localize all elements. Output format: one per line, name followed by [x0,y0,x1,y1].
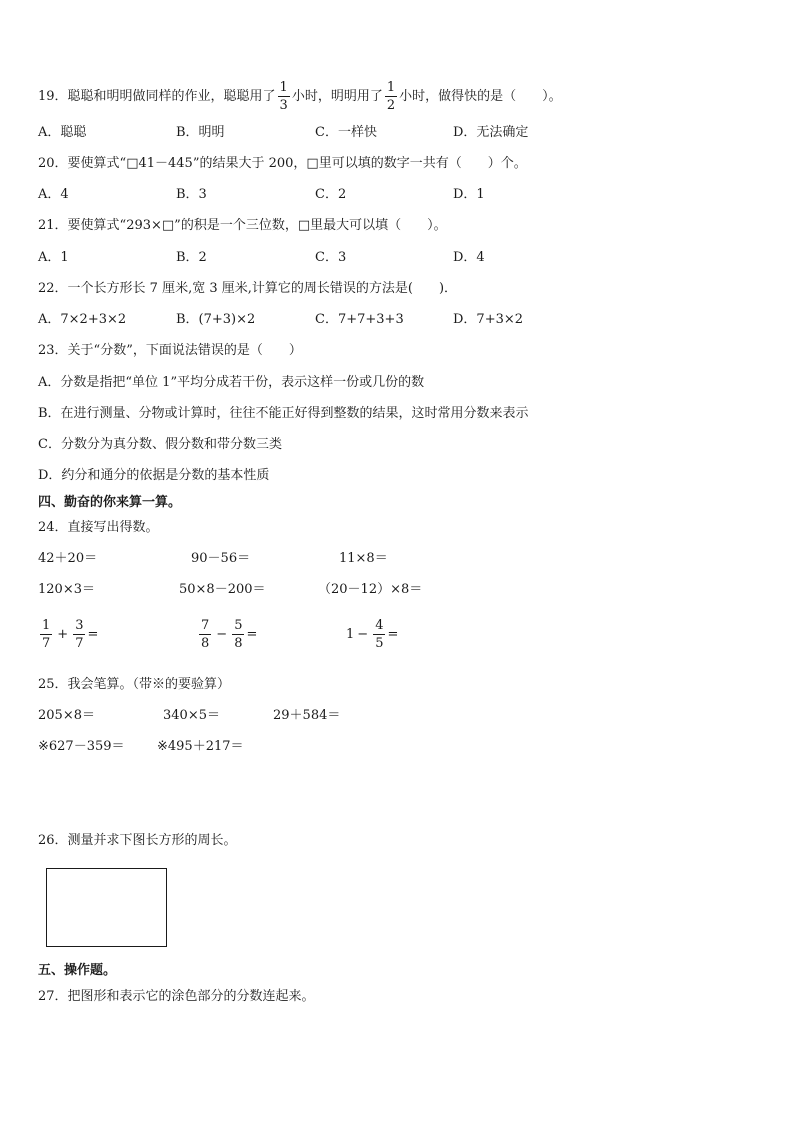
q24-expr-1: 42＋20＝ [38,551,98,566]
q22-option-a[interactable]: A．7×2+3×2 [38,312,127,327]
q19-option-c[interactable]: C．一样快 [315,125,377,140]
q24-expr-6: （20－12）×8＝ [318,582,423,597]
q25-expr-3: 29＋584＝ [273,708,341,723]
section-5-title: 五、操作题。 [38,963,117,978]
question-26: 26．测量并求下图长方形的周长。 [38,833,237,848]
q23-option-b[interactable]: B．在进行测量、分物或计算时，往往不能正好得到整数的结果，这时常用分数来表示 [38,406,529,421]
q19-text-pre: 19．聪聪和明明做同样的作业，聪聪用了 [38,89,276,104]
question-25: 25．我会笔算。（带※的要验算） [38,677,231,692]
q24-expr-4: 120×3＝ [38,582,95,597]
q24-fraction-expr-1: $\frac{1}{7}$ + $\frac{3}{7}$ = [42,618,99,651]
question-27: 27．把图形和表示它的涂色部分的分数连起来。 [38,989,315,1004]
q25-expr-4: ※627－359＝ [38,739,125,754]
q24-fraction-expr-3: 1 − $\frac{4}{5}$ = [346,618,399,651]
fraction: $\frac{4}{5}$ [375,618,384,651]
q22-option-d[interactable]: D．7+3×2 [453,312,524,327]
q20-option-d[interactable]: D．1 [453,187,485,202]
q21-option-c[interactable]: C．3 [315,250,347,265]
q24-expr-5: 50×8－200＝ [179,582,266,597]
question-22: 22．一个长方形长 7 厘米,宽 3 厘米,计算它的周长错误的方法是( )． [38,281,458,296]
q23-option-d[interactable]: D．约分和通分的依据是分数的基本性质 [38,468,270,483]
q22-option-b[interactable]: B．(7+3)×2 [176,312,256,327]
q24-fraction-expr-2: $\frac{7}{8}$ − $\frac{5}{8}$ = [201,618,258,651]
rectangle-figure [46,868,167,947]
q21-option-a[interactable]: A．1 [38,250,69,265]
q24-expr-3: 11×8＝ [339,551,388,566]
q19-text-mid: 小时，明明用了 [291,89,383,104]
q20-option-c[interactable]: C．2 [315,187,347,202]
q21-option-b[interactable]: B．2 [176,250,207,265]
q20-option-a[interactable]: A．4 [38,187,69,202]
section-4-title: 四、勤奋的你来算一算。 [38,495,182,510]
question-23: 23．关于“分数”，下面说法错误的是（ ） [38,343,302,358]
q19-option-a[interactable]: A．聪聪 [38,125,87,140]
q20-option-b[interactable]: B．3 [176,187,207,202]
question-24: 24．直接写出得数。 [38,520,159,535]
q23-option-c[interactable]: C．分数分为真分数、假分数和带分数三类 [38,437,282,452]
fraction: $\frac{1}{7}$ [42,618,51,651]
q23-option-a[interactable]: A．分数是指把“单位 1”平均分成若干份，表示这样一份或几份的数 [38,375,425,390]
q25-expr-1: 205×8＝ [38,708,95,723]
q19-option-d[interactable]: D．无法确定 [453,125,529,140]
q19-fraction-2: $\frac{1}{2}$ [386,80,396,113]
q19-fraction-1: $\frac{1}{3}$ [279,80,288,113]
q19-text-post: 小时，做得快的是（ ）。 [399,89,562,104]
question-19 [38,80,562,114]
q25-expr-5: ※495＋217＝ [157,739,244,754]
q24-expr-2: 90－56＝ [191,551,251,566]
fraction: $\frac{7}{8}$ [201,618,210,651]
q21-option-d[interactable]: D．4 [453,250,485,265]
fraction: $\frac{5}{8}$ [234,618,243,651]
fraction: $\frac{3}{7}$ [75,618,84,651]
q22-option-c[interactable]: C．7+7+3+3 [315,312,404,327]
q19-option-b[interactable]: B．明明 [176,125,225,140]
q25-expr-2: 340×5＝ [163,708,220,723]
question-21: 21．要使算式“293×□”的积是一个三位数，□里最大可以填（ ）。 [38,218,447,233]
question-20: 20．要使算式“□41－445”的结果大于 200，□里可以填的数字一共有（ ）个。 [38,156,527,171]
